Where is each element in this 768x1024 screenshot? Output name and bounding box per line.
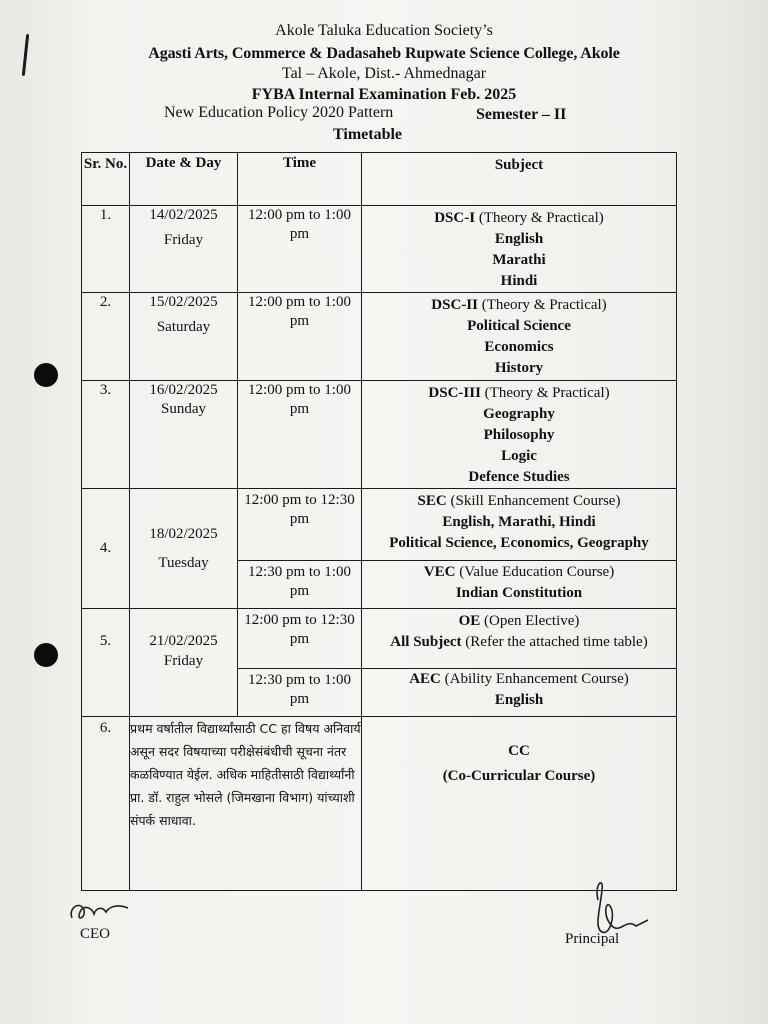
table-row	[82, 717, 677, 891]
time-cell: 12:00 pm to 1:00 pm	[238, 381, 362, 489]
date: 18/02/2025	[149, 525, 218, 542]
date-cell	[130, 489, 238, 609]
date-cell	[130, 206, 238, 293]
table-row	[82, 489, 677, 561]
course-code: OE	[458, 613, 481, 629]
sr-no: 1.	[82, 206, 130, 293]
course-desc: (Ability Enhancement Course)	[444, 671, 629, 687]
table-row	[82, 206, 677, 293]
subject-cell	[362, 489, 677, 561]
semester-text: Semester – II	[476, 106, 567, 123]
course-code: SEC	[417, 493, 447, 509]
subject-name: History	[494, 360, 544, 376]
table-row	[82, 293, 677, 381]
subject-name: Marathi	[492, 252, 546, 268]
subject-cell	[362, 293, 677, 381]
subject-cell	[362, 717, 677, 891]
course-desc: (Theory & Practical)	[484, 385, 610, 401]
subject-name: Philosophy	[483, 427, 555, 443]
subject-cell	[362, 381, 677, 489]
course-desc: (Open Elective)	[484, 613, 580, 629]
subject-name: Hindi	[500, 273, 538, 289]
day: Friday	[163, 653, 204, 669]
subject-name: Political Science, Economics, Geography	[389, 535, 649, 551]
ceo-signature	[66, 898, 136, 928]
col-header-subject: Subject	[362, 153, 677, 206]
col-header-srno: Sr. No.	[82, 153, 130, 206]
college-name: Agasti Arts, Commerce & Dadasaheb Rupwate Science College, Akole	[148, 45, 620, 62]
principal-label: Principal	[565, 931, 620, 947]
date: 21/02/2025	[149, 633, 218, 649]
subject-name: All Subject	[390, 634, 462, 650]
subject-name: (Co-Curricular Course)	[442, 768, 596, 784]
subject-name: Geography	[483, 406, 555, 422]
date-cell	[130, 293, 238, 381]
course-code: AEC	[409, 671, 441, 687]
course-desc: (Skill Enhancement Course)	[450, 493, 621, 509]
col-header-date: Date & Day	[130, 153, 238, 206]
date: 16/02/2025	[149, 382, 218, 398]
timetable-table	[81, 152, 677, 891]
punch-hole	[34, 363, 58, 387]
time-cell: 12:00 pm to 12:30 pm	[238, 609, 362, 669]
ceo-label: CEO	[80, 926, 110, 942]
course-code: VEC	[423, 564, 456, 580]
sr-no: 6.	[82, 717, 130, 891]
day: Sunday	[161, 401, 206, 417]
day: Tuesday	[158, 554, 209, 571]
subject-name: Political Science	[467, 318, 571, 334]
time-cell: 12:00 pm to 1:00 pm	[238, 293, 362, 381]
course-desc: (Theory & Practical)	[481, 297, 607, 313]
time-cell: 12:30 pm to 1:00 pm	[238, 561, 362, 609]
subject-name: Defence Studies	[468, 469, 570, 485]
time-cell: 12:30 pm to 1:00 pm	[238, 669, 362, 717]
subject-cell	[362, 609, 677, 669]
subject-name: English	[494, 692, 544, 708]
subject-name: English, Marathi, Hindi	[442, 514, 596, 530]
course-code: DSC-II	[431, 297, 478, 313]
course-code: CC	[508, 743, 530, 759]
subject-cell	[362, 669, 677, 717]
date-cell	[130, 381, 238, 489]
time-cell: 12:00 pm to 12:30 pm	[238, 489, 362, 561]
date-cell	[130, 609, 238, 717]
subject-name: Indian Constitution	[455, 585, 583, 601]
course-code: DSC-III	[428, 385, 481, 401]
pattern-text: New Education Policy 2020 Pattern	[164, 104, 394, 121]
subject-cell	[362, 561, 677, 609]
course-code: DSC-I	[434, 210, 476, 226]
sr-no: 5.	[82, 609, 130, 717]
society-name: Akole Taluka Education Society’s	[275, 22, 493, 39]
table-row	[82, 381, 677, 489]
subject-name: Logic	[501, 448, 537, 464]
timetable-title: Timetable	[333, 126, 403, 143]
course-desc: (Theory & Practical)	[478, 210, 604, 226]
table-header-row	[82, 153, 677, 206]
sr-no: 2.	[82, 293, 130, 381]
subject-cell	[362, 206, 677, 293]
sr-no: 4.	[82, 489, 130, 609]
punch-hole	[34, 643, 58, 667]
sr-no: 3.	[82, 381, 130, 489]
day: Friday	[163, 232, 204, 248]
table-row	[82, 609, 677, 669]
subject-name: Economics	[484, 339, 554, 355]
college-address: Tal – Akole, Dist.- Ahmednagar	[281, 65, 487, 82]
date: 15/02/2025	[149, 294, 218, 310]
exam-title: FYBA Internal Examination Feb. 2025	[251, 86, 517, 103]
time-cell: 12:00 pm to 1:00 pm	[238, 206, 362, 293]
day: Saturday	[156, 319, 211, 335]
date: 14/02/2025	[149, 207, 218, 223]
col-header-time: Time	[238, 153, 362, 206]
course-desc: (Value Education Course)	[459, 564, 615, 580]
cc-notice: प्रथम वर्षातील विद्यार्थ्यांसाठी CC हा विषय अनिवार्य असून सदर विषयाच्या परीक्षेसंबंधीची सूचना नंतर कळविण्यात येईल. अधिक माहितीसाठी विद्यार्थ्यांनी प्रा. डॉ. राहुल भोसले (जिमखाना विभाग) यांच्याशी संपर्क साधावा.	[130, 717, 362, 891]
subject-name: English	[494, 231, 544, 247]
subject-note: (Refer the attached time table)	[465, 634, 648, 650]
